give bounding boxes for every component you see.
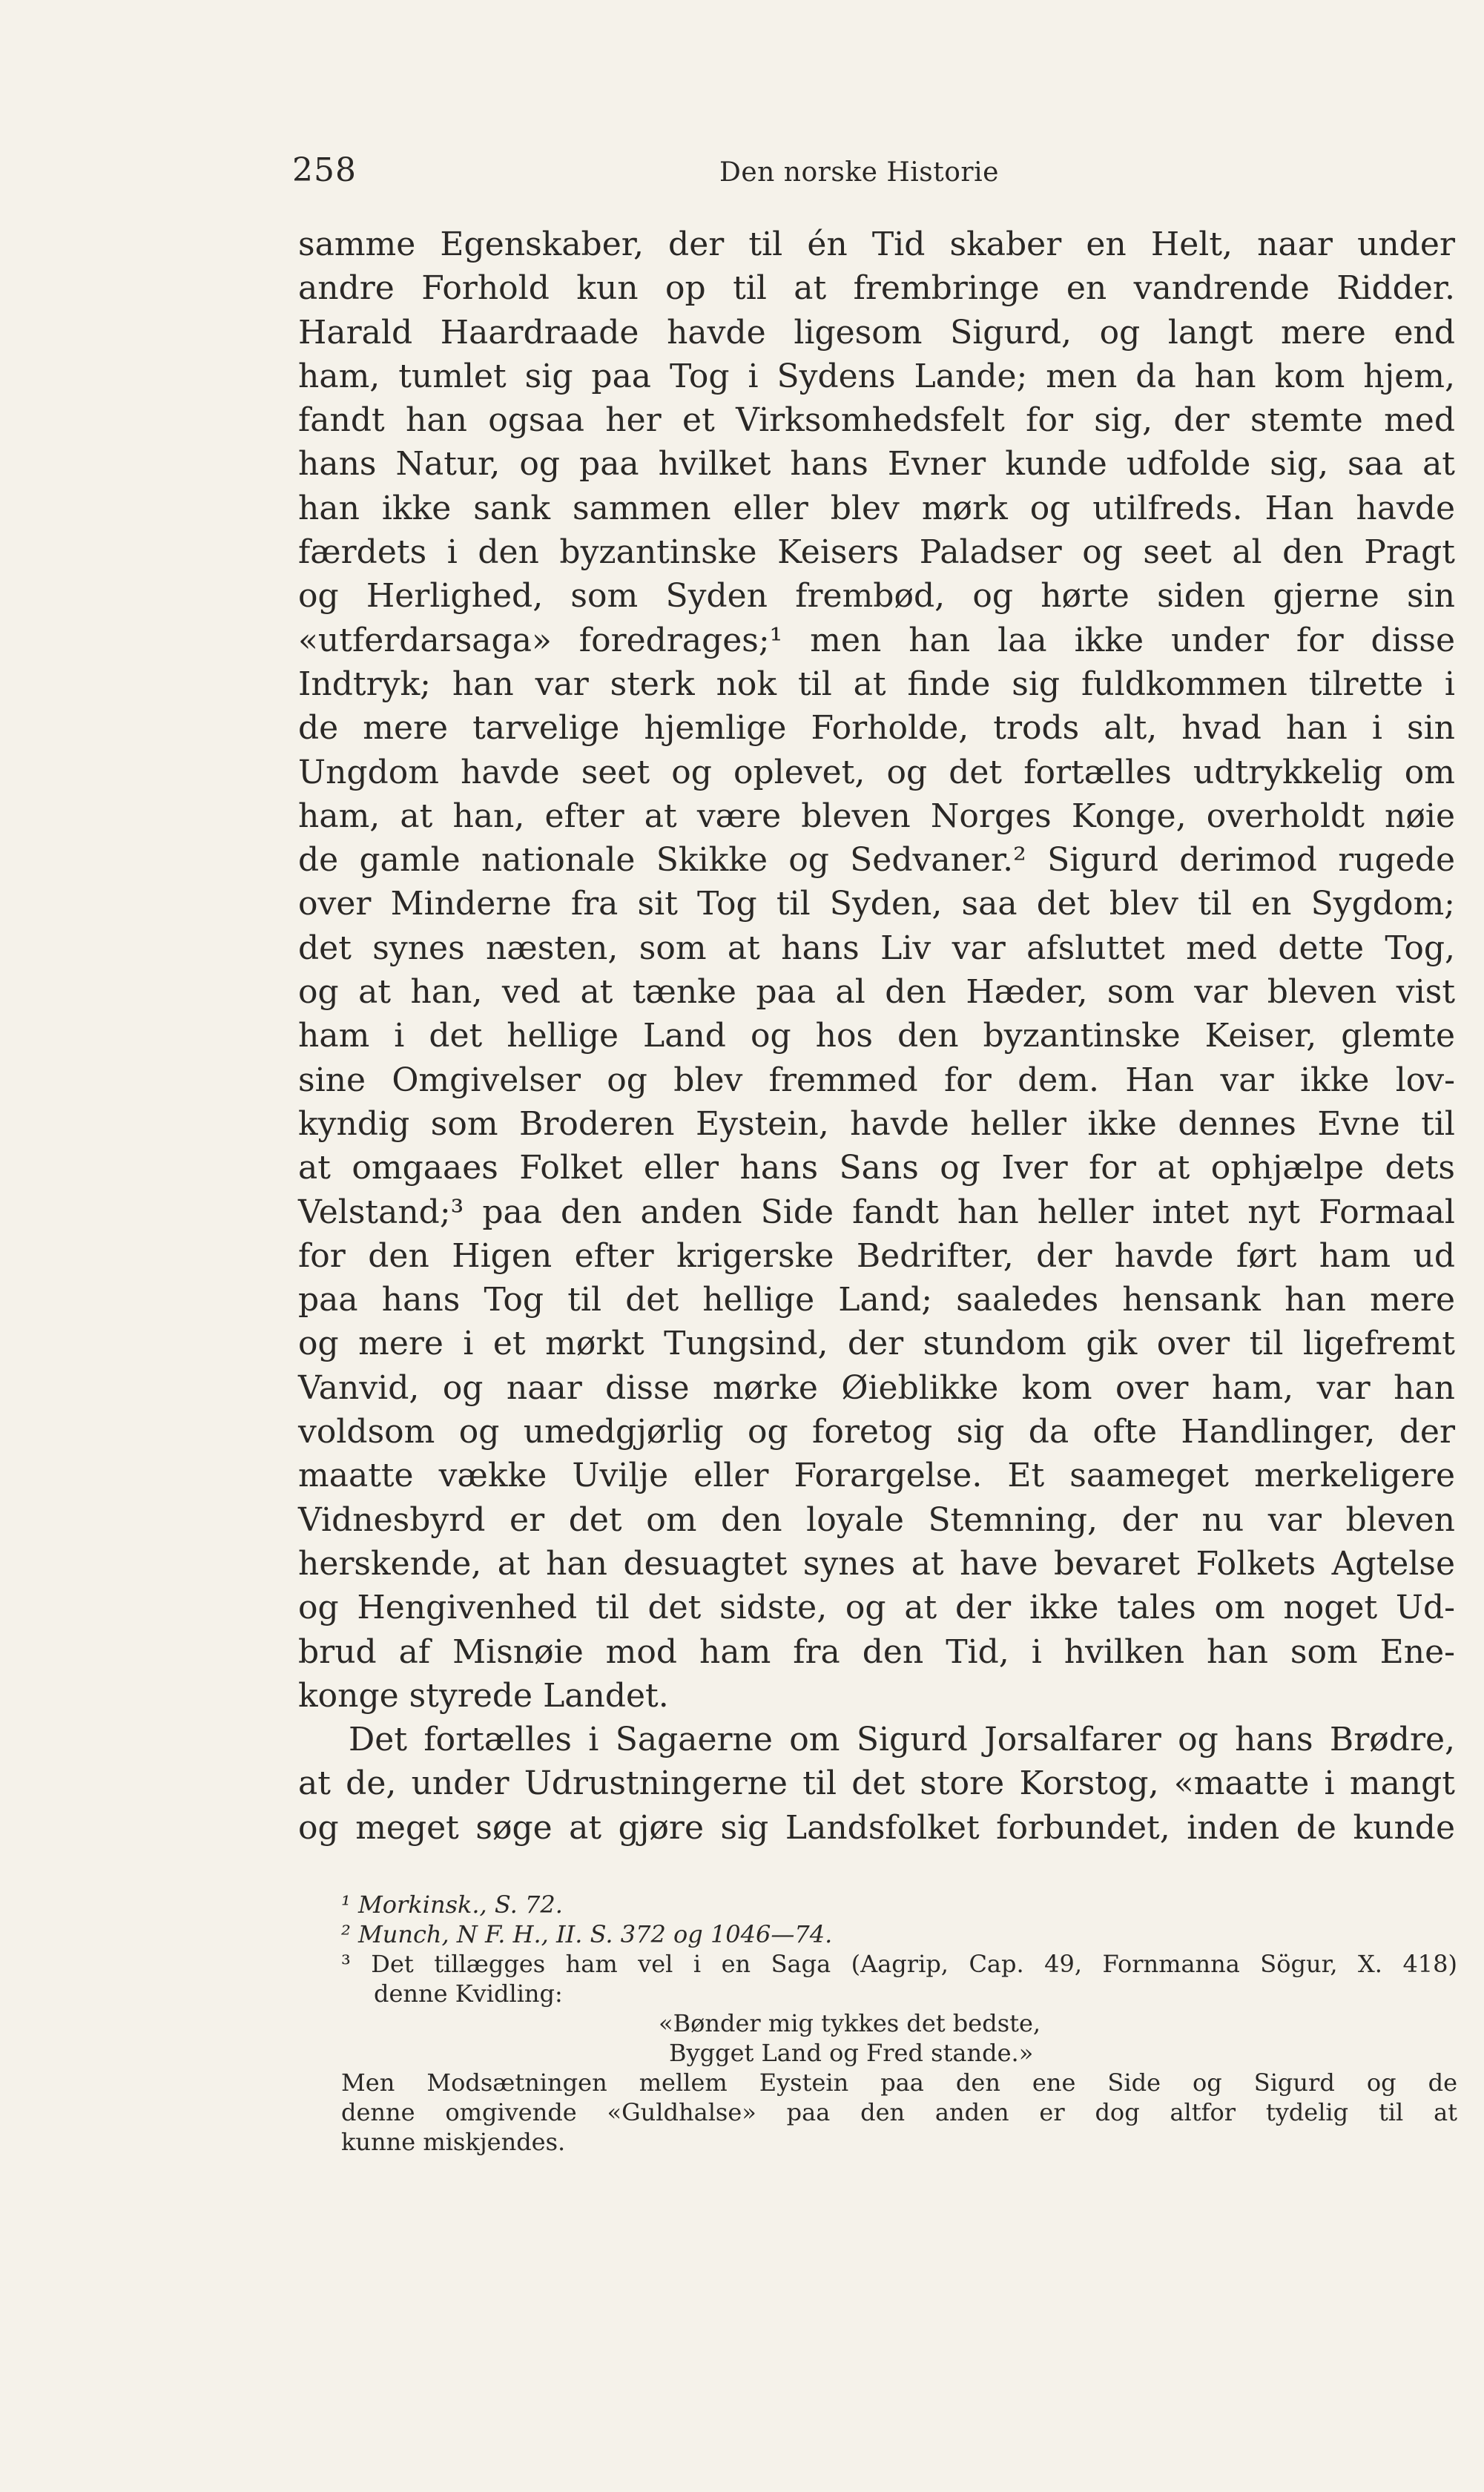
text-line: det synes næsten, som at hans Liv var afsluttet med dette Tog, (298, 929, 1455, 967)
text-line: over Minderne fra sit Tog til Syden, saa det blev til en Sygdom; (298, 885, 1455, 923)
footnote-verse-line: Bygget Land og Fred stande.» (669, 2039, 1034, 2067)
text-line: fandt han ogsaa her et Virksomhedsfelt for sig, der stemte med (298, 401, 1455, 440)
text-line: voldsom og umedgjørlig og foretog sig da ofte Handlinger, der (298, 1413, 1455, 1451)
footnote-3-continued: Men Modsætningen mellem Eystein paa den ene Side og Sigurd og de (341, 2069, 1457, 2097)
text-line: Vanvid, og naar disse mørke Øieblikke kom over ham, var han (298, 1368, 1455, 1407)
footnote-3-continued: denne Kvidling: (374, 1980, 563, 2008)
text-line: brud af Misnøie mod ham fra den Tid, i hvilken han som Ene- (298, 1632, 1455, 1671)
text-line: og meget søge at gjøre sig Landsfolket forbundet, inden de kunde (298, 1808, 1455, 1847)
text-line: ham, tumlet sig paa Tog i Sydens Lande; men da han kom hjem, (298, 357, 1455, 395)
text-line: og Hengivenhed til det sidste, og at der ikke tales om noget Ud- (298, 1589, 1455, 1627)
footnotes (341, 1890, 1457, 2157)
footnote-3-continued: kunne miskjendes. (341, 2128, 566, 2156)
text-line: Harald Haardraade havde ligesom Sigurd, og langt mere end (298, 313, 1455, 352)
text-line: Det fortælles i Sagaerne om Sigurd Jorsalfarer og hans Brødre, (349, 1721, 1455, 1759)
text-line: at de, under Udrustningerne til det store Korstog, «maatte i mangt (298, 1764, 1455, 1803)
text-line: ham i det hellige Land og hos den byzantinske Keiser, glemte (298, 1017, 1455, 1055)
text-line: og at han, ved at tænke paa al den Hæder, som var bleven vist (298, 973, 1455, 1012)
text-line: hans Natur, og paa hvilket hans Evner kunde udfolde sig, saa at (298, 445, 1455, 484)
text-line: Ungdom havde seet og oplevet, og det fortælles udtrykkelig om (298, 753, 1455, 791)
page-number: 258 (292, 151, 357, 189)
footnote-3-continued: denne omgivende «Guldhalse» paa den anden er dog altfor tydelig til at (341, 2098, 1457, 2126)
text-line: han ikke sank sammen eller blev mørk og utilfreds. Han havde (298, 489, 1455, 527)
text-line: Indtryk; han var sterk nok til at finde sig fuldkommen tilrette i (298, 665, 1455, 703)
text-line: maatte vække Uvilje eller Forargelse. Et saameget merkeligere (298, 1457, 1455, 1495)
footnote-1: ¹ Morkinsk., S. 72. (341, 1891, 563, 1919)
main-text (298, 222, 1455, 1850)
text-line: færdets i den byzantinske Keisers Paladser og seet al den Pragt (298, 533, 1455, 572)
text-line: paa hans Tog til det hellige Land; saaledes hensank han mere (298, 1281, 1455, 1319)
text-line: de mere tarvelige hjemlige Forholde, trods alt, hvad han i sin (298, 709, 1455, 748)
text-line: at omgaaes Folket eller hans Sans og Iver for at ophjælpe dets (298, 1149, 1455, 1187)
text-line: kyndig som Broderen Eystein, havde heller ikke dennes Evne til (298, 1104, 1455, 1143)
text-line: «utferdarsaga» foredrages;¹ men han laa ikke under for disse (298, 621, 1455, 659)
footnote-2: ² Munch, N F. H., II. S. 372 og 1046—74. (341, 1920, 833, 1948)
text-line: ham, at han, efter at være bleven Norges Konge, overholdt nøie (298, 797, 1455, 835)
text-line: konge styrede Landet. (298, 1676, 669, 1715)
text-line: andre Forhold kun op til at frembringe en vandrende Ridder. (298, 269, 1455, 308)
footnote-verse-line: «Bønder mig tykkes det bedste, (659, 2009, 1041, 2037)
running-title: Den norske Historie (719, 157, 999, 188)
text-line: Vidnesbyrd er det om den loyale Stemning, der nu var bleven (298, 1500, 1455, 1539)
text-line: for den Higen efter krigerske Bedrifter, der havde ført ham ud (298, 1236, 1455, 1275)
footnote-3: ³ Det tillægges ham vel i en Saga (Aagrip, Cap. 49, Fornmanna Sögur, X. 418) (341, 1950, 1457, 1978)
text-line: herskende, at han desuagtet synes at have bevaret Folkets Agtelse (298, 1544, 1455, 1583)
text-line: og Herlighed, som Syden frembød, og hørte siden gjerne sin (298, 577, 1455, 616)
text-line: og mere i et mørkt Tungsind, der stundom gik over til ligefremt (298, 1325, 1455, 1363)
text-line: samme Egenskaber, der til én Tid skaber en Helt, naar under (298, 225, 1455, 263)
text-line: sine Omgivelser og blev fremmed for dem. Han var ikke lov- (298, 1061, 1455, 1099)
text-line: Velstand;³ paa den anden Side fandt han heller intet nyt Formaal (298, 1193, 1455, 1231)
text-line: de gamle nationale Skikke og Sedvaner.² Sigurd derimod rugede (298, 841, 1455, 880)
